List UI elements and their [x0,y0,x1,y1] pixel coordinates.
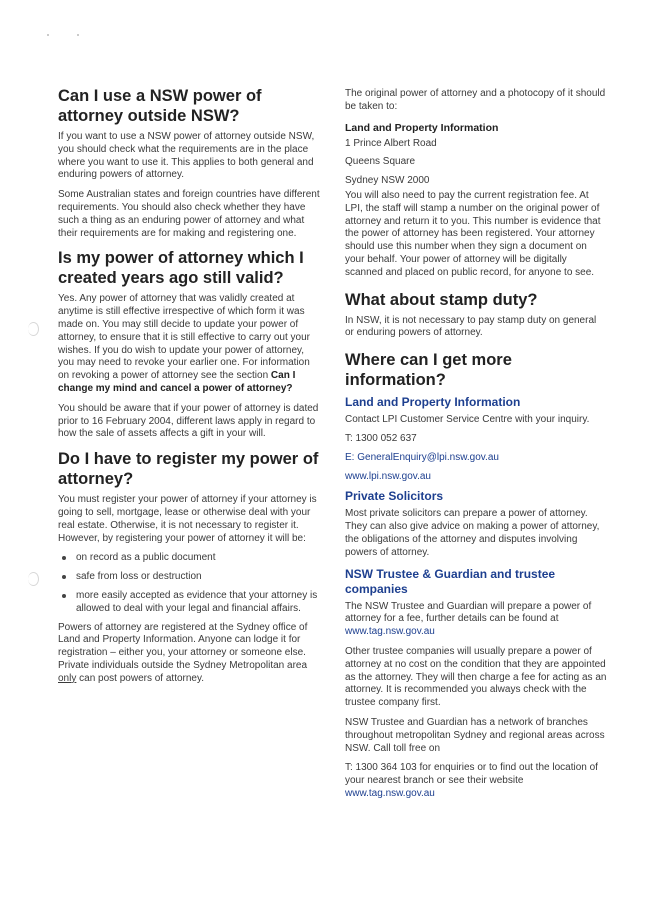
scan-speck [77,34,79,36]
paragraph [58,622,320,686]
heading-private-solicitors: Private Solicitors [345,489,444,504]
paragraph: You should be aware that if your power of attorney is dated prior to 16 February 2004, different laws apply in regard to how the sale of assets affects a gift in your will. [58,402,319,440]
address-line: Queens Square [345,156,416,168]
heading-stamp-duty: What about stamp duty? [345,290,538,309]
paragraph: If you want to use a NSW power of attorney outside NSW, you should check what the requirements are in the place where you want to use it. This applies to both general and enduring powers of attorney. [58,131,315,181]
heading-lpi-address: Land and Property Information [345,121,499,134]
paragraph: Other trustee companies will usually prepare a power of attorney at no cost on the condition that they are appointed as the attorney. They will then charge a fee for acting as an attorney. It is recommended you always check with the trustee company first. [345,645,607,709]
heading-trustee-guardian: NSW Trustee & Guardian and trustee companies [345,566,556,596]
phone-number: T: 1300 052 637 [345,432,417,444]
list-item [58,552,320,565]
heading-lpi-contact: Land and Property Information [345,395,521,410]
website-link[interactable]: www.lpi.nsw.gov.au [345,470,431,482]
left-column [58,86,320,694]
list-item-text: on record as a public document [76,552,216,564]
scan-speck [47,34,49,36]
website-link[interactable]: www.tag.nsw.gov.au [345,626,435,638]
paragraph-text: Yes. Any power of attorney that was validly created at anytime is still effective irrespective of which form it was made on. You may still decide to update your power of attorney, to ensure that it is still effective to carry out your wishes. If you do wish to update your power of attorney, you may need to revoke your earlier one. For information on revoking a power of attorney see the section [58,293,310,382]
bullet-icon [62,556,66,560]
paragraph-text: T: 1300 364 103 for enquiries or to find out the location of your nearest branch or see their website [345,762,598,787]
underlined-text: only [58,672,77,684]
paragraph [345,762,607,800]
heading-register: Do I have to register my power of attorney? [58,450,319,489]
paragraph-text: The NSW Trustee and Guardian will prepare a power of attorney for a fee, further details can be found at [345,600,592,625]
section-reference: Can I change my mind and cancel a power of attorney? [58,370,296,394]
section-still-valid [58,248,320,441]
paragraph: The original power of attorney and a photocopy of it should be taken to: [345,88,606,112]
bullet-icon [62,594,66,598]
email-link[interactable]: E: GeneralEnquiry@lpi.nsw.gov.au [345,451,499,463]
paragraph [58,293,320,395]
section-nsw-outside [58,86,320,240]
paragraph: NSW Trustee and Guardian has a network of branches throughout metropolitan Sydney and regional areas across NSW. Call toll free on [345,716,605,754]
punch-hole-mark [28,572,39,586]
address-line: Sydney NSW 2000 [345,175,430,187]
paragraph-text: can post powers of attorney. [76,672,205,684]
website-link[interactable]: www.tag.nsw.gov.au [345,787,435,799]
list-item-text: safe from loss or destruction [76,571,202,583]
benefits-list [58,552,320,615]
paragraph-text: Powers of attorney are registered at the Sydney office of Land and Property Information. Anyone can lodge it for registration – either you, your attorney or someone else. Private individuals outside the Sydney Metropolitan area [58,621,308,671]
paragraph: In NSW, it is not necessary to pay stamp duty on general or enduring powers of attorney. [345,314,597,339]
list-item [58,571,320,584]
paragraph: Most private solicitors can prepare a power of attorney. They can also give advice on making a power of attorney, the obligations of the attorney and disputes involving powers of attorney. [345,508,600,558]
heading-more-information: Where can I get more information? [345,351,512,390]
paragraph: You will also need to pay the current registration fee. At LPI, the staff will stamp a number on the original power of attorney and return it to you. This number is evidence that the power of attorney has been registered. Your attorney should use this number when they sign a document on your behalf. Your power of attorney will be digitally scanned and placed on public record, for anyone to see. [345,189,601,278]
section-register [58,449,320,685]
list-item-text: more easily accepted as evidence that your attorney is allowed to deal with your legal and financial affairs. [76,589,318,614]
paragraph: Contact LPI Customer Service Centre with your inquiry. [345,414,590,426]
paragraph [345,601,607,639]
right-column [345,88,607,808]
address-line: 1 Prince Albert Road [345,137,437,149]
heading-still-valid: Is my power of attorney which I created years ago still valid? [58,249,304,288]
bullet-icon [62,575,66,579]
list-item [58,590,320,616]
punch-hole-mark [28,322,39,336]
heading-use-outside-nsw: Can I use a NSW power of attorney outside NSW? [58,87,262,125]
paragraph: You must register your power of attorney if your attorney is going to sell, mortgage, lease or otherwise deal with your real estate. Otherwise, it is not necessary to register it. However, by registering your power of attorney it will be: [58,494,317,544]
paragraph: Some Australian states and foreign countries have different requirements. You should also check whether they have such a thing as an enduring power of attorney and what their requirements are for making and registering one. [58,189,320,239]
